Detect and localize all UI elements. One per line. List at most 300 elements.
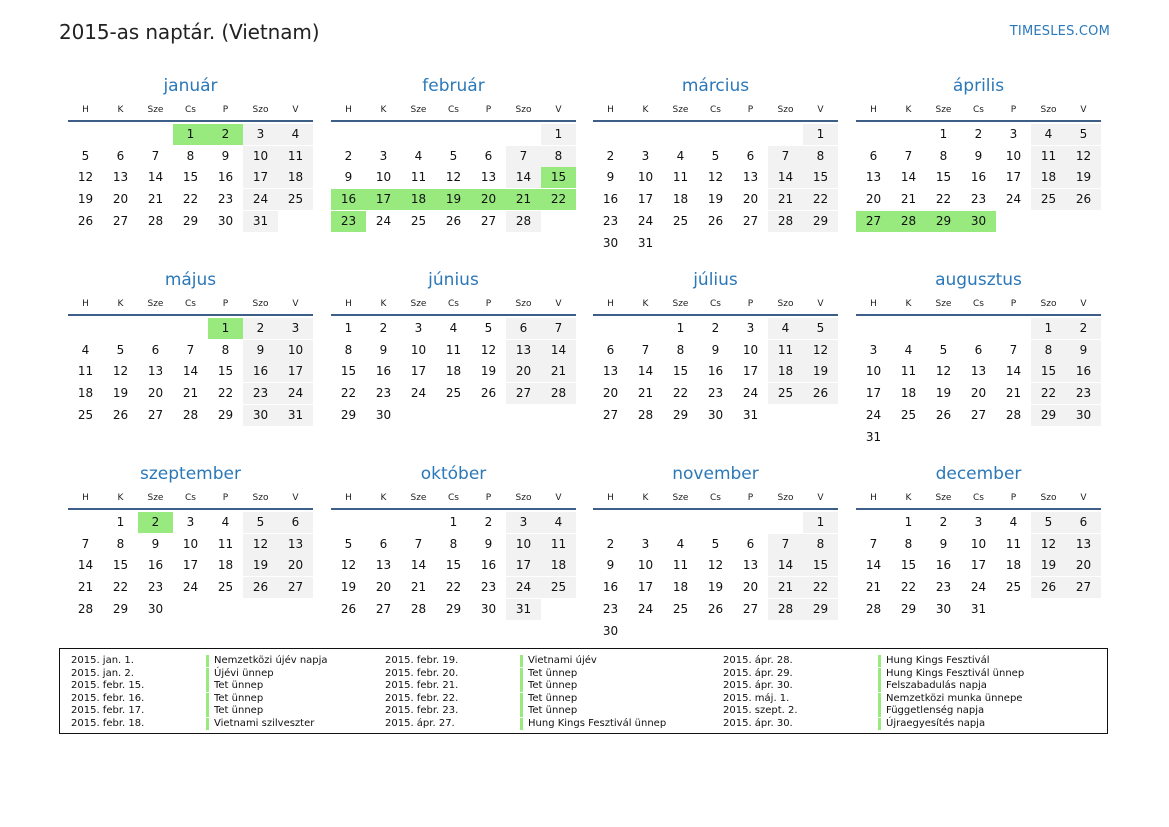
weekday-label: P: [1010, 299, 1017, 309]
weekday-label: P: [1010, 493, 1017, 503]
day-cell: 10: [182, 536, 199, 551]
day-cell: 19: [340, 580, 357, 595]
day-cell: 30: [217, 213, 234, 228]
day-cell: 13: [865, 170, 882, 185]
day-cell: 1: [676, 321, 685, 335]
day-cell: 20: [278, 555, 313, 576]
day-cell: 6: [606, 342, 615, 357]
day-cell: 13: [278, 534, 313, 555]
legend-date: 2015. febr. 18.: [71, 718, 145, 729]
day-cell: 20: [742, 192, 759, 207]
day-cell: 26: [707, 213, 724, 228]
day-cell: 19: [1031, 555, 1066, 576]
day-cell: 30: [707, 407, 724, 422]
day-cell: 20: [1066, 555, 1101, 576]
month-9: [68, 464, 313, 642]
day-cell: 23: [970, 192, 987, 207]
day-cell: 2: [484, 515, 493, 529]
day-cell: 30: [602, 623, 619, 638]
day-cell: 7: [1009, 342, 1018, 357]
day-cell: 14: [541, 340, 576, 361]
day-cell: 21: [768, 577, 803, 598]
weekday-label: V: [1080, 493, 1087, 503]
header-rule: [68, 508, 313, 510]
day-cell: 19: [1066, 167, 1101, 188]
day-cell: 18: [541, 555, 576, 576]
day-cell: 3: [641, 148, 650, 163]
day-cell: 13: [375, 558, 392, 573]
holiday-day-cell: 29: [926, 211, 961, 232]
day-cell: 31: [865, 429, 882, 444]
day-cell: 14: [77, 558, 94, 573]
day-cell: 23: [1066, 383, 1101, 404]
weekday-label: H: [82, 105, 89, 115]
day-cell: 5: [116, 342, 125, 357]
day-cell: 28: [865, 601, 882, 616]
day-cell: 20: [112, 192, 129, 207]
weekday-label: H: [607, 105, 614, 115]
day-cell: 4: [1031, 124, 1066, 145]
day-cell: 23: [602, 601, 619, 616]
day-cell: 3: [869, 342, 878, 357]
legend-date: 2015. jan. 2.: [71, 667, 134, 679]
legend-holiday-name: Tet ünnep: [520, 668, 577, 680]
day-cell: 21: [77, 580, 94, 595]
day-cell: 8: [803, 534, 838, 555]
day-cell: 12: [707, 558, 724, 573]
day-cell: 10: [1005, 148, 1022, 163]
day-cell: 3: [414, 321, 423, 335]
header-rule: [331, 120, 576, 122]
day-cell: 17: [865, 386, 882, 401]
day-cell: 10: [637, 170, 654, 185]
header-rule: [856, 314, 1101, 316]
holiday-day-cell: 19: [436, 189, 471, 210]
weekday-label: K: [380, 493, 387, 503]
legend-date: 2015. ápr. 27.: [385, 718, 455, 729]
day-cell: 23: [147, 580, 164, 595]
day-cell: 11: [410, 170, 427, 185]
weekday-label: K: [642, 493, 649, 503]
day-cell: 14: [900, 170, 917, 185]
day-cell: 1: [541, 124, 576, 145]
weekday-label: P: [485, 493, 492, 503]
weekday-label: V: [555, 105, 562, 115]
day-cell: 30: [147, 601, 164, 616]
weekday-label: Cs: [973, 105, 984, 115]
weekday-label: H: [870, 493, 877, 503]
weekday-label: P: [747, 299, 754, 309]
day-cell: 31: [506, 599, 541, 620]
day-cell: 22: [445, 580, 462, 595]
day-cell: 2: [606, 148, 615, 163]
day-cell: 28: [147, 213, 164, 228]
day-cell: 24: [742, 386, 759, 401]
day-cell: 28: [1005, 407, 1022, 422]
weekday-label: P: [485, 105, 492, 115]
day-cell: 11: [445, 342, 462, 357]
day-cell: 4: [278, 124, 313, 145]
day-cell: 9: [1066, 340, 1101, 361]
day-cell: 10: [410, 342, 427, 357]
day-cell: 5: [81, 148, 90, 163]
day-cell: 31: [970, 601, 987, 616]
day-cell: 18: [768, 361, 803, 382]
day-cell: 12: [1031, 534, 1066, 555]
day-cell: 17: [637, 580, 654, 595]
legend-holiday-name: Hung Kings Fesztivál: [878, 655, 989, 667]
day-cell: 14: [865, 558, 882, 573]
weekday-label: P: [485, 299, 492, 309]
legend-holiday-name: Nemzetközi újév napja: [206, 655, 328, 667]
day-cell: 9: [379, 342, 388, 357]
day-cell: 29: [672, 407, 689, 422]
day-cell: 7: [541, 318, 576, 339]
day-cell: 22: [803, 577, 838, 598]
weekday-label: Sze: [147, 105, 164, 115]
day-cell: 15: [1031, 361, 1066, 382]
day-cell: 8: [939, 148, 948, 163]
day-cell: 27: [970, 407, 987, 422]
weekday-label: Cs: [448, 493, 459, 503]
weekday-label: K: [117, 105, 124, 115]
weekday-label: Cs: [185, 493, 196, 503]
day-cell: 21: [768, 189, 803, 210]
day-cell: 9: [606, 170, 615, 185]
day-cell: 1: [803, 124, 838, 145]
day-cell: 7: [904, 148, 913, 163]
day-cell: 2: [939, 515, 948, 529]
legend-holiday-name: Függetlenség napja: [878, 705, 984, 717]
day-cell: 25: [217, 580, 234, 595]
month-2: [331, 76, 576, 254]
day-cell: 22: [1031, 383, 1066, 404]
day-cell: 6: [379, 536, 388, 551]
day-cell: 16: [707, 364, 724, 379]
month-4: [856, 76, 1101, 254]
site-link[interactable]: TIMESLES.COM: [1009, 24, 1110, 39]
month-7: [593, 270, 838, 448]
day-cell: 2: [974, 127, 983, 141]
day-cell: 4: [541, 512, 576, 533]
day-cell: 27: [147, 407, 164, 422]
day-cell: 29: [112, 601, 129, 616]
day-cell: 20: [602, 386, 619, 401]
day-cell: 17: [506, 555, 541, 576]
day-cell: 4: [221, 515, 230, 529]
legend-date: 2015. máj. 1.: [723, 692, 790, 704]
day-cell: 2: [344, 148, 353, 163]
day-cell: 16: [217, 170, 234, 185]
day-cell: 18: [672, 580, 689, 595]
day-cell: 20: [506, 361, 541, 382]
day-cell: 15: [672, 364, 689, 379]
day-cell: 29: [900, 601, 917, 616]
day-cell: 28: [541, 383, 576, 404]
day-cell: 26: [707, 601, 724, 616]
weekday-label: P: [222, 299, 229, 309]
weekday-label: Szo: [515, 493, 532, 503]
weekday-label: K: [905, 105, 912, 115]
day-cell: 24: [182, 580, 199, 595]
day-cell: 6: [974, 342, 983, 357]
day-cell: 23: [707, 386, 724, 401]
day-cell: 4: [1009, 515, 1018, 529]
day-cell: 17: [410, 364, 427, 379]
day-cell: 14: [768, 167, 803, 188]
day-cell: 26: [77, 213, 94, 228]
day-cell: 22: [672, 386, 689, 401]
legend-date: 2015. febr. 19.: [385, 655, 459, 666]
day-cell: 7: [151, 148, 160, 163]
holiday-day-cell: 20: [471, 189, 506, 210]
weekday-label: V: [817, 299, 824, 309]
day-cell: 23: [602, 213, 619, 228]
day-cell: 7: [869, 536, 878, 551]
day-cell: 6: [484, 148, 493, 163]
day-cell: 24: [410, 386, 427, 401]
day-cell: 14: [768, 555, 803, 576]
day-cell: 8: [221, 342, 230, 357]
day-cell: 25: [768, 383, 803, 404]
legend-holiday-name: Hung Kings Fesztivál ünnep: [878, 668, 1024, 680]
day-cell: 16: [243, 361, 278, 382]
day-cell: 16: [970, 170, 987, 185]
header-rule: [856, 120, 1101, 122]
month-name: július: [693, 270, 738, 290]
day-cell: 6: [869, 148, 878, 163]
day-cell: 17: [970, 558, 987, 573]
day-cell: 4: [676, 148, 685, 163]
day-cell: 26: [935, 407, 952, 422]
legend-holiday-name: Vietnami szilveszter: [206, 718, 314, 730]
day-cell: 28: [77, 601, 94, 616]
day-cell: 11: [217, 536, 234, 551]
legend-date: 2015. febr. 22.: [385, 692, 459, 704]
day-cell: 19: [77, 192, 94, 207]
day-cell: 21: [637, 386, 654, 401]
holiday-day-cell: 27: [856, 211, 891, 232]
day-cell: 11: [672, 170, 689, 185]
day-cell: 7: [768, 534, 803, 555]
day-cell: 15: [340, 364, 357, 379]
weekday-label: P: [747, 493, 754, 503]
day-cell: 7: [81, 536, 90, 551]
legend-holiday-name: Tet ünnep: [520, 680, 577, 692]
day-cell: 24: [243, 189, 278, 210]
day-cell: 6: [1066, 512, 1101, 533]
weekday-label: Szo: [777, 493, 794, 503]
day-cell: 1: [344, 321, 353, 335]
month-8: [856, 270, 1101, 448]
day-cell: 7: [768, 146, 803, 167]
day-cell: 10: [375, 170, 392, 185]
day-cell: 12: [480, 342, 497, 357]
day-cell: 5: [1066, 124, 1101, 145]
day-cell: 27: [742, 213, 759, 228]
day-cell: 19: [707, 192, 724, 207]
weekday-label: K: [380, 299, 387, 309]
day-cell: 18: [1005, 558, 1022, 573]
weekday-label: P: [222, 105, 229, 115]
day-cell: 6: [278, 512, 313, 533]
day-cell: 22: [112, 580, 129, 595]
day-cell: 10: [278, 340, 313, 361]
weekday-label: Szo: [777, 299, 794, 309]
weekday-label: V: [1080, 105, 1087, 115]
legend-holiday-name: Tet ünnep: [206, 693, 263, 705]
day-cell: 21: [182, 386, 199, 401]
weekday-label: H: [607, 493, 614, 503]
day-cell: 17: [243, 167, 278, 188]
day-cell: 28: [506, 211, 541, 232]
day-cell: 12: [935, 364, 952, 379]
day-cell: 5: [939, 342, 948, 357]
weekday-label: Cs: [185, 105, 196, 115]
month-11: [593, 464, 838, 642]
day-cell: 28: [182, 407, 199, 422]
day-cell: 6: [151, 342, 160, 357]
day-cell: 17: [1005, 170, 1022, 185]
weekday-label: Sze: [672, 493, 689, 503]
day-cell: 22: [340, 386, 357, 401]
weekday-label: V: [555, 493, 562, 503]
day-cell: 26: [340, 601, 357, 616]
day-cell: 26: [1031, 577, 1066, 598]
day-cell: 27: [278, 577, 313, 598]
holiday-day-cell: 18: [401, 189, 436, 210]
weekday-label: Szo: [515, 105, 532, 115]
weekday-label: H: [345, 493, 352, 503]
weekday-label: Cs: [185, 299, 196, 309]
legend-holiday-name: Tet ünnep: [206, 705, 263, 717]
day-cell: 1: [939, 127, 948, 141]
day-cell: 11: [900, 364, 917, 379]
day-cell: 10: [243, 146, 278, 167]
day-cell: 2: [379, 321, 388, 335]
weekday-label: Szo: [515, 299, 532, 309]
month-3: [593, 76, 838, 254]
day-cell: 25: [541, 577, 576, 598]
day-cell: 8: [344, 342, 353, 357]
day-cell: 11: [278, 146, 313, 167]
holiday-legend: [59, 648, 1108, 734]
day-cell: 9: [711, 342, 720, 357]
weekday-label: Sze: [147, 493, 164, 503]
header-rule: [331, 314, 576, 316]
day-cell: 26: [112, 407, 129, 422]
day-cell: 28: [768, 599, 803, 620]
day-cell: 12: [340, 558, 357, 573]
day-cell: 5: [449, 148, 458, 163]
legend-holiday-name: Tet ünnep: [206, 680, 263, 692]
day-cell: 24: [637, 213, 654, 228]
day-cell: 22: [182, 192, 199, 207]
day-cell: 16: [375, 364, 392, 379]
day-cell: 20: [147, 386, 164, 401]
day-cell: 8: [676, 342, 685, 357]
header-rule: [593, 508, 838, 510]
day-cell: 27: [742, 601, 759, 616]
day-cell: 5: [1031, 512, 1066, 533]
legend-date: 2015. ápr. 30.: [723, 680, 793, 692]
day-cell: 28: [410, 601, 427, 616]
day-cell: 1: [904, 515, 913, 529]
weekday-label: Sze: [410, 299, 427, 309]
day-cell: 9: [974, 148, 983, 163]
day-cell: 17: [278, 361, 313, 382]
day-cell: 7: [506, 146, 541, 167]
weekday-label: H: [870, 299, 877, 309]
month-5: [68, 270, 313, 448]
day-cell: 12: [243, 534, 278, 555]
day-cell: 18: [278, 167, 313, 188]
weekday-label: K: [380, 105, 387, 115]
day-cell: 15: [803, 167, 838, 188]
legend-date: 2015. febr. 23.: [385, 705, 459, 717]
weekday-label: K: [642, 105, 649, 115]
legend-holiday-name: Újévi ünnep: [206, 668, 274, 680]
day-cell: 26: [1066, 189, 1101, 210]
day-cell: 9: [151, 536, 160, 551]
day-cell: 10: [970, 536, 987, 551]
day-cell: 20: [742, 580, 759, 595]
day-cell: 12: [112, 364, 129, 379]
day-cell: 27: [602, 407, 619, 422]
header-rule: [331, 508, 576, 510]
day-cell: 26: [243, 577, 278, 598]
day-cell: 23: [217, 192, 234, 207]
weekday-label: Sze: [935, 105, 952, 115]
day-cell: 16: [602, 580, 619, 595]
weekday-label: Szo: [252, 105, 269, 115]
weekday-label: Cs: [448, 105, 459, 115]
weekday-label: Cs: [710, 493, 721, 503]
page-title: 2015-as naptár. (Vietnam): [59, 20, 320, 44]
day-cell: 9: [344, 170, 353, 185]
day-cell: 30: [935, 601, 952, 616]
legend-date: 2015. szept. 2.: [723, 705, 798, 717]
day-cell: 17: [742, 364, 759, 379]
day-cell: 24: [1005, 192, 1022, 207]
day-cell: 29: [803, 211, 838, 232]
day-cell: 12: [1066, 146, 1101, 167]
day-cell: 18: [1031, 167, 1066, 188]
weekday-label: V: [1080, 299, 1087, 309]
day-cell: 5: [484, 321, 493, 335]
day-cell: 9: [484, 536, 493, 551]
weekday-label: V: [292, 299, 299, 309]
day-cell: 3: [278, 318, 313, 339]
day-cell: 29: [445, 601, 462, 616]
day-cell: 13: [506, 340, 541, 361]
day-cell: 6: [746, 148, 755, 163]
weekday-label: H: [607, 299, 614, 309]
day-cell: 15: [900, 558, 917, 573]
weekday-label: H: [345, 299, 352, 309]
day-cell: 13: [742, 558, 759, 573]
day-cell: 17: [182, 558, 199, 573]
day-cell: 25: [278, 189, 313, 210]
day-cell: 29: [1031, 405, 1066, 426]
legend-holiday-name: Tet ünnep: [520, 693, 577, 705]
day-cell: 11: [1031, 146, 1066, 167]
day-cell: 3: [506, 512, 541, 533]
month-name: június: [428, 270, 479, 290]
weekday-label: P: [1010, 105, 1017, 115]
weekday-label: Cs: [973, 493, 984, 503]
day-cell: 21: [410, 580, 427, 595]
